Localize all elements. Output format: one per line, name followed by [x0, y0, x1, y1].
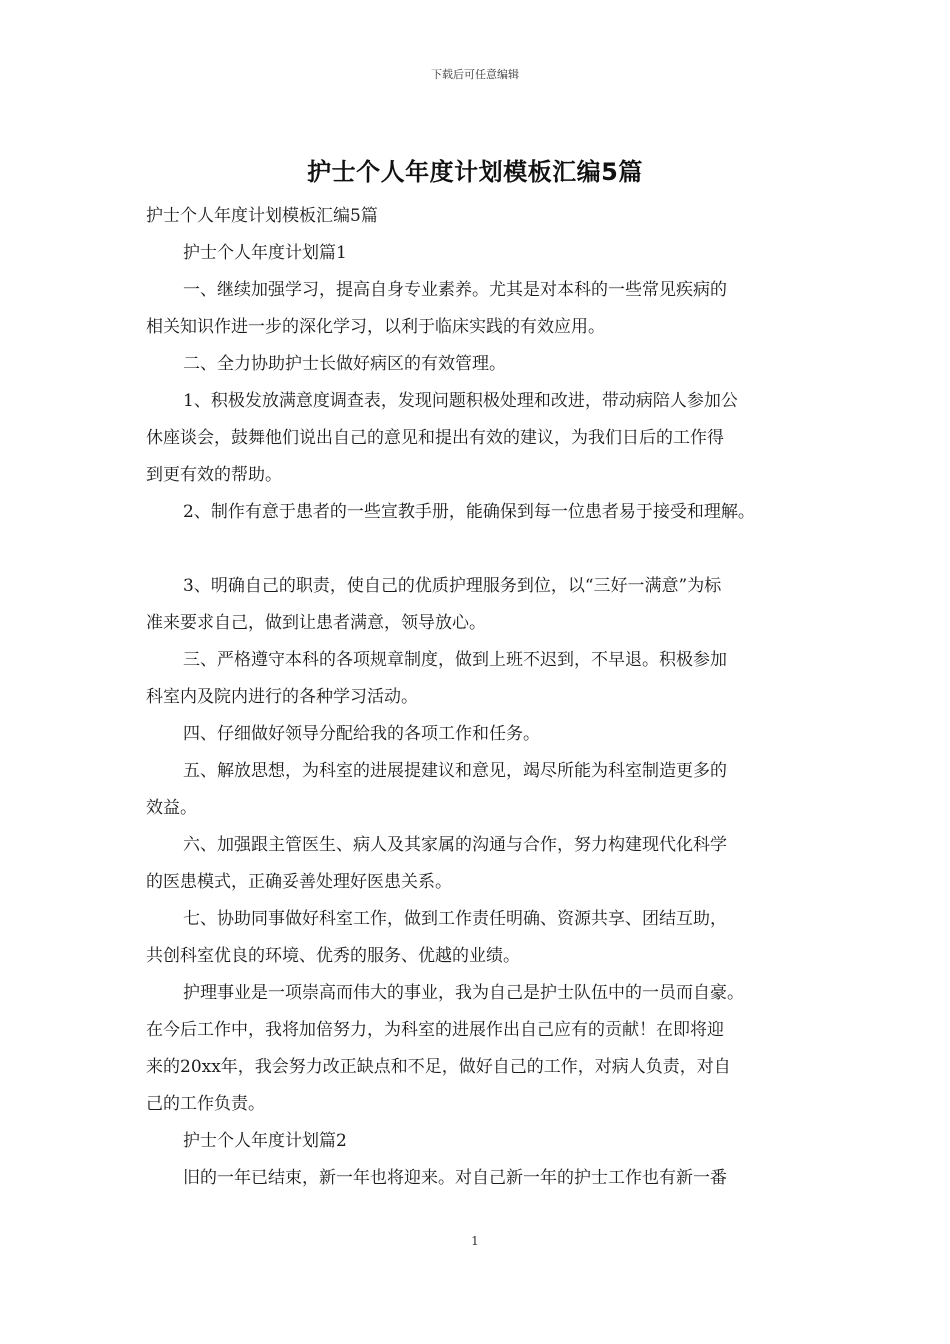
paragraph-line: 的医患模式，正确妥善处理好医患关系。: [146, 872, 452, 892]
document-body: [146, 198, 810, 1197]
section-heading-2: 护士个人年度计划篇2: [183, 1131, 347, 1151]
paragraph-line: 一、继续加强学习，提高自身专业素养。尤其是对本科的一些常见疾病的: [183, 280, 727, 300]
paragraph-line: 三、严格遵守本科的各项规章制度，做到上班不迟到，不早退。积极参加: [183, 650, 727, 670]
paragraph-line: 己的工作负责。: [146, 1094, 265, 1114]
paragraph-line: 1、积极发放满意度调查表，发现问题积极处理和改进，带动病陪人参加公: [183, 391, 738, 411]
paragraph-line: 相关知识作进一步的深化学习，以利于临床实践的有效应用。: [146, 317, 605, 337]
paragraph-line: 休座谈会，鼓舞他们说出自己的意见和提出有效的建议，为我们日后的工作得: [146, 428, 724, 448]
paragraph-line: 效益。: [146, 798, 197, 818]
paragraph-line: 3、明确自己的职责，使自己的优质护理服务到位，以“三好一满意”为标: [183, 576, 722, 596]
section-heading-1: 护士个人年度计划篇1: [183, 243, 347, 263]
paragraph-line: 准来要求自己，做到让患者满意，领导放心。: [146, 613, 486, 633]
paragraph-line: 六、加强跟主管医生、病人及其家属的沟通与合作，努力构建现代化科学: [183, 835, 727, 855]
paragraph-line: 在今后工作中，我将加倍努力，为科室的进展作出自己应有的贡献！在即将迎: [146, 1020, 724, 1040]
paragraph-line: 七、协助同事做好科室工作，做到工作责任明确、资源共享、团结互助，: [183, 909, 727, 929]
paragraph-line: 护理事业是一项崇高而伟大的事业，我为自己是护士队伍中的一员而自豪。: [183, 983, 744, 1003]
paragraph-line: 五、解放思想，为科室的进展提建议和意见，竭尽所能为科室制造更多的: [183, 761, 727, 781]
page-header-note: 下载后可任意编辑: [431, 68, 519, 81]
paragraph-line: 到更有效的帮助。: [146, 465, 282, 485]
document-title: 护士个人年度计划模板汇编5篇: [307, 158, 643, 186]
paragraph-line: 二、全力协助护士长做好病区的有效管理。: [183, 354, 506, 374]
paragraph-line: 2、制作有意于患者的一些宣教手册，能确保到每一位患者易于接受和理解。: [183, 502, 755, 522]
subtitle-line: 护士个人年度计划模板汇编5篇: [146, 206, 378, 226]
paragraph-line: 来的20xx年，我会努力改正缺点和不足，做好自己的工作，对病人负责，对自: [146, 1057, 731, 1077]
page-number: 1: [471, 1234, 479, 1248]
paragraph-line: 四、仔细做好领导分配给我的各项工作和任务。: [183, 724, 540, 744]
paragraph-line: 旧的一年已结束，新一年也将迎来。对自己新一年的护士工作也有新一番: [183, 1168, 727, 1188]
paragraph-line: 共创科室优良的环境、优秀的服务、优越的业绩。: [146, 946, 520, 966]
blank-line: [146, 531, 810, 568]
paragraph-line: 科室内及院内进行的各种学习活动。: [146, 687, 418, 707]
